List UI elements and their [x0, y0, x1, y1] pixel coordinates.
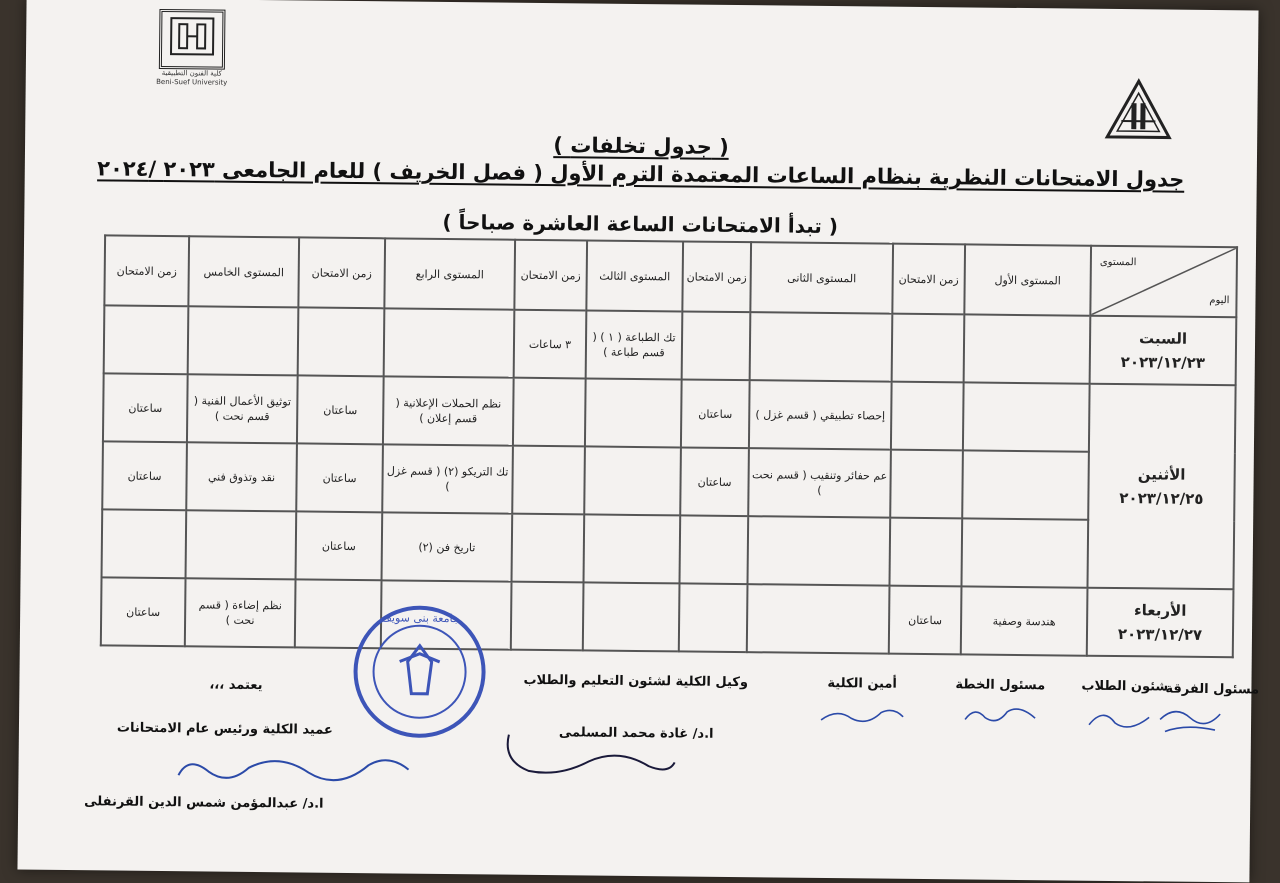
- sig-vice-dean-title: وكيل الكلية لشئون التعليم والطلاب: [523, 673, 748, 690]
- sig-approve: يعتمد ،،،: [209, 678, 262, 694]
- cell-course: إحصاء تطبيقي ( قسم غزل ): [749, 380, 892, 449]
- sig-college-secretary: أمين الكلية: [827, 676, 897, 692]
- signature-scribble-vice-dean: [498, 721, 679, 793]
- university-logo: [1103, 77, 1174, 144]
- title-start-time: ( تبدأ الامتحانات الساعة العاشرة صباحاً ): [24, 206, 1256, 243]
- cell-duration: ساعتان: [680, 447, 749, 516]
- signature-scribble-college-secretary: [817, 702, 907, 731]
- university-stamp: [349, 601, 490, 742]
- signature-scribble-plan-official: [961, 699, 1041, 730]
- table-row: [101, 577, 1234, 657]
- signature-scribble-class-official: [1155, 699, 1235, 740]
- day-cell-saturday: السبت ٢٠٢٣/١٢/٢٣: [1090, 316, 1237, 386]
- signature-scribble-student-affairs: [1085, 703, 1155, 736]
- sig-student-affairs: شئون الطلاب: [1081, 679, 1168, 695]
- table-row: [102, 441, 1235, 521]
- sig-vice-dean-name: ا.د/ غادة محمد المسلمى: [559, 725, 714, 742]
- cell-course: توثيق الأعمال الفنية ( قسم نحت ): [187, 374, 298, 443]
- header-level-1: المستوى الأول: [964, 244, 1091, 315]
- cell-course: تك التريكو (٢) ( قسم غزل ): [382, 444, 513, 513]
- cell-course: نظم الحملات الإعلانية ( قسم إعلان ): [383, 376, 514, 445]
- header-level-3: المستوى الثالث: [586, 240, 683, 311]
- signature-scribble-dean: [168, 745, 419, 808]
- schedule-table: [100, 234, 1238, 658]
- cell-duration: ساعتان: [681, 379, 750, 448]
- cell-duration: ساعتان: [889, 586, 962, 655]
- cell-course: هندسة وصفية: [961, 586, 1088, 655]
- cell-duration: ساعتان: [101, 577, 186, 646]
- header-row: [104, 235, 1237, 317]
- header-time-1: زمن الامتحان: [892, 244, 965, 315]
- day-cell-monday: الأثنين ٢٠٢٣/١٢/٢٥: [1087, 384, 1235, 590]
- header-time-4: زمن الامتحان: [298, 237, 385, 308]
- cell-course: تاريخ فن (٢): [382, 512, 513, 581]
- sig-dean-name: ا.د/ عبدالمؤمن شمس الدين القرنفلى: [84, 794, 324, 812]
- corner-level-label: المستوى: [1100, 255, 1137, 270]
- header-level-4: المستوى الرابع: [384, 238, 515, 309]
- table-row: [102, 509, 1235, 589]
- title-main: جدول الامتحانات النظرية بنظام الساعات المعتمدة الترم الأول ( فصل الخريف ) للعام الجامعى ٢٠٢٣ /٢٠٢٤: [25, 156, 1257, 193]
- cell-duration: ساعتان: [102, 441, 187, 510]
- sig-class-official: مسئول الفرقة: [1165, 682, 1259, 698]
- cell-duration: ٣ ساعات: [514, 310, 587, 379]
- cell-duration: ساعتان: [296, 511, 383, 580]
- faculty-logo-caption-ar: كلية الفنون التطبيقية: [152, 69, 232, 79]
- faculty-logo: [152, 9, 233, 88]
- header-time-3: زمن الامتحان: [514, 240, 587, 311]
- header-level-5: المستوى الخامس: [188, 236, 299, 307]
- table-row: [104, 305, 1237, 385]
- header-time-2: زمن الامتحان: [682, 241, 751, 312]
- cell-course: نقد وتذوق فني: [186, 442, 297, 511]
- cell-course: عم حفائر وتنقيب ( قسم نحت ): [748, 448, 891, 517]
- cell-duration: ساعتان: [103, 373, 188, 442]
- cell-duration: ساعتان: [296, 443, 383, 512]
- faculty-logo-mark: [159, 9, 226, 70]
- corner-day-label: اليوم: [1209, 293, 1229, 308]
- stamp-text: جامعة بنى سويف: [380, 611, 459, 625]
- sig-dean-title: عميد الكلية ورئيس عام الامتحانات: [117, 721, 333, 738]
- header-level-2: المستوى الثانى: [750, 242, 893, 313]
- header-time-5: زمن الامتحان: [104, 235, 189, 306]
- corner-header-cell: [1090, 246, 1237, 318]
- cell-course: نظم إضاءة ( قسم نحت ): [185, 578, 296, 647]
- cell-course: تك الطباعة ( ١ ) ( قسم طباعة ): [586, 310, 683, 379]
- day-cell-wednesday: الأربعاء ٢٠٢٣/١٢/٢٧: [1087, 588, 1234, 658]
- faculty-logo-caption-en: Beni-Suef University: [152, 78, 232, 88]
- title-backlog: ( جدول تخلفات ): [25, 128, 1257, 165]
- table-row: [103, 373, 1236, 453]
- sig-plan-official: مسئول الخطة: [955, 677, 1045, 693]
- cell-duration: ساعتان: [297, 375, 384, 444]
- exam-schedule-paper: [17, 0, 1258, 882]
